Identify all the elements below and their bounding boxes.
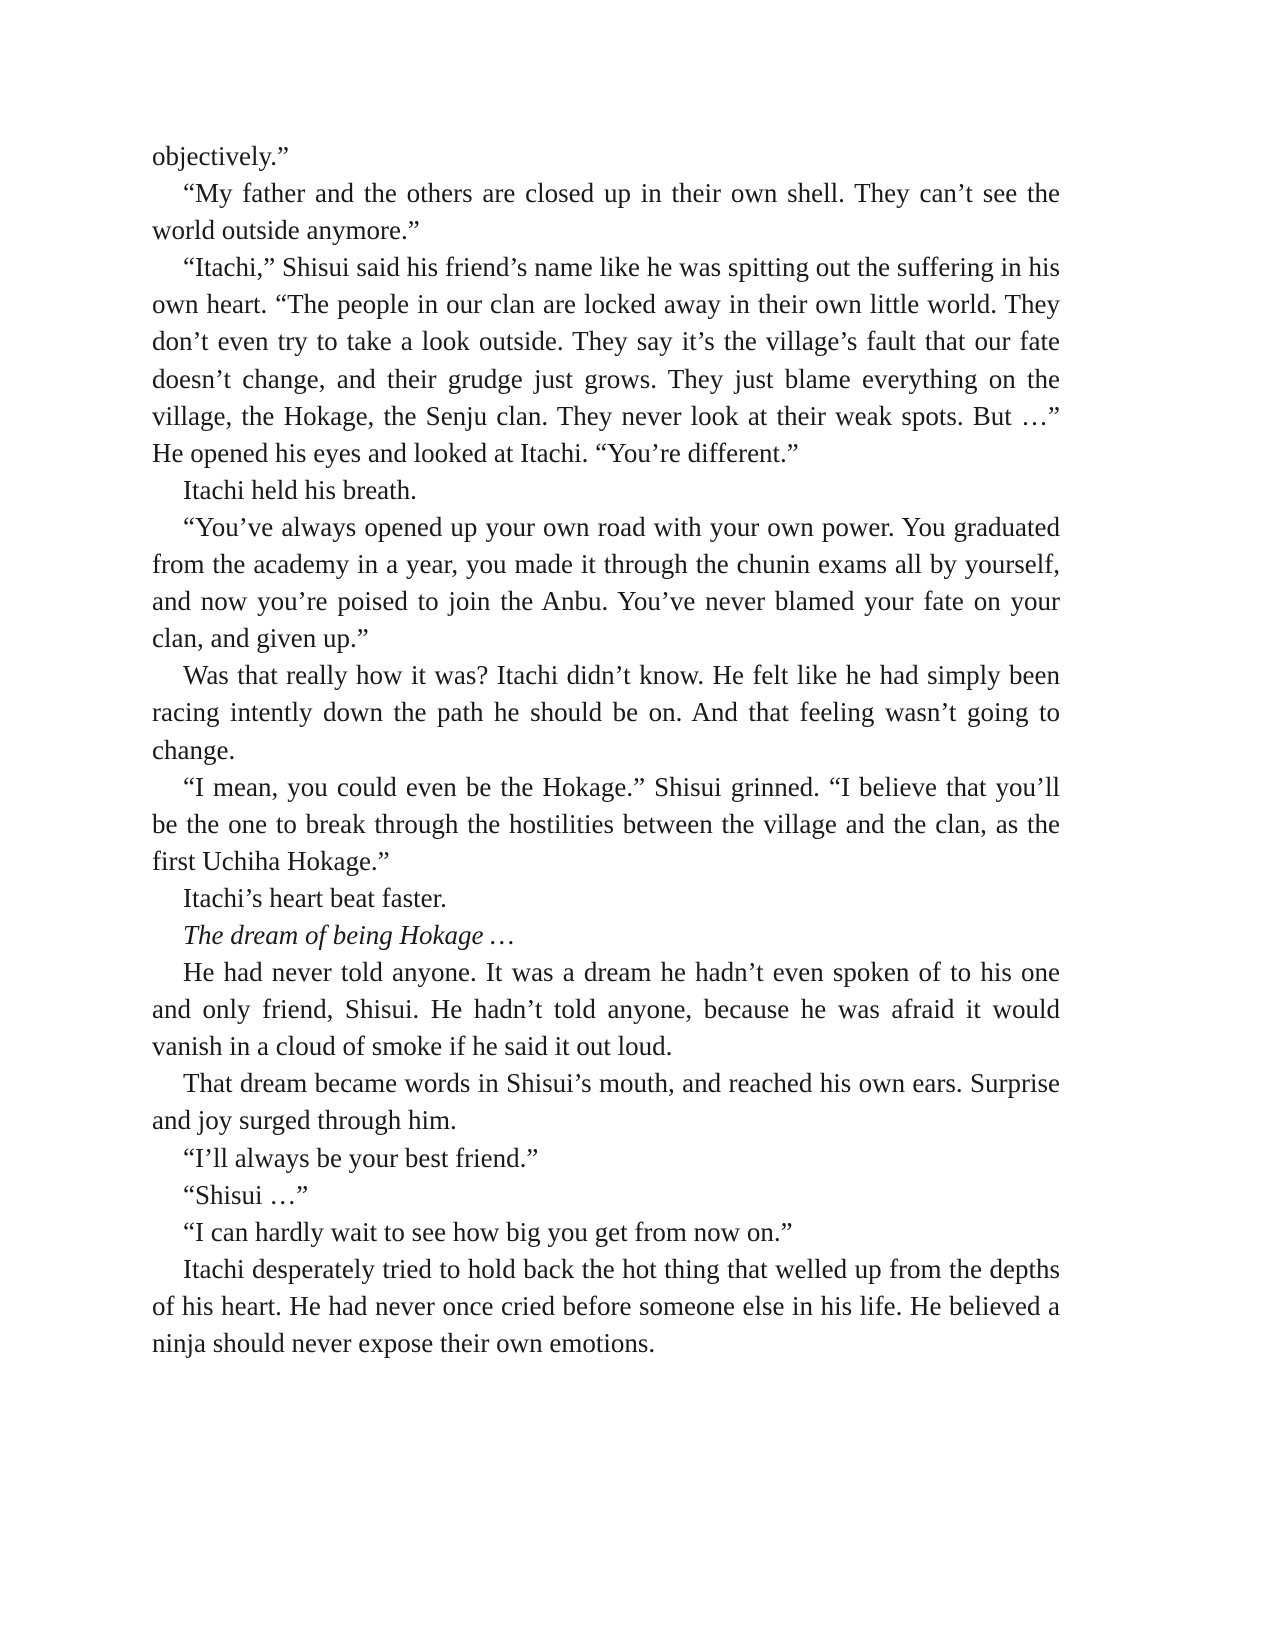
paragraph-shisui-name: “Shisui …”: [183, 1179, 309, 1210]
paragraph-shisui-speech: “Itachi,” Shisui said his friend’s name like he was spitting out the suffering in his own heart. “The people in our clan are locked away in their own little world. They don’t even try to take a look outside. They say it’s the village’s fault that our fate doesn’t change, and their grudge just grows. They just blame everything on the village, the Hokage, the Senju clan. They never look at their weak spots. But …” He opened his eyes and looked at Itachi. “You’re different.”: [152, 252, 1060, 468]
paragraph-best-friend: “I’ll always be your best friend.”: [183, 1142, 539, 1173]
paragraph-dream-italic: The dream of being Hokage …: [183, 919, 515, 950]
paragraph-continuation: objectively.”: [152, 141, 289, 171]
paragraph-itachi-doubt: Was that really how it was? Itachi didn’t know. He felt like he had simply been racing intently down the path he should be on. And that feeling wasn’t going to change.: [152, 660, 1060, 765]
paragraph-hold-back: Itachi desperately tried to hold back the hot thing that welled up from the depths of his heart. He had never once cried before someone else in his life. He believed a ninja should never expose their own emotions.: [152, 1253, 1060, 1358]
paragraph-dream-words: That dream became words in Shisui’s mouth, and reached his own ears. Surprise and joy surged through him.: [152, 1068, 1060, 1136]
paragraph-dialogue-father: “My father and the others are closed up in their own shell. They can’t see the world outside anymore.”: [152, 178, 1060, 246]
paragraph-wait-to-see: “I can hardly wait to see how big you get from now on.”: [183, 1216, 793, 1247]
paragraph-heart-beat: Itachi’s heart beat faster.: [183, 882, 447, 913]
paragraph-itachi-breath: Itachi held his breath.: [183, 474, 417, 505]
paragraph-hokage-claim: “I mean, you could even be the Hokage.” Shisui grinned. “I believe that you’ll be the one to break through the hostilities between the village and the clan, as the first Uchiha Hokage.”: [152, 771, 1060, 876]
paragraph-own-road: “You’ve always opened up your own road with your own power. You graduated from the academy in a year, you made it through the chunin exams all by yourself, and now you’re poised to join the Anbu. You’ve never blamed your fate on your clan, and given up.”: [152, 511, 1060, 654]
paragraph-never-told: He had never told anyone. It was a dream he hadn’t even spoken of to his one and only friend, Shisui. He hadn’t told anyone, because he was afraid it would vanish in a cloud of smoke if he said it out loud.: [152, 957, 1060, 1062]
book-page-body: [152, 138, 1060, 1362]
